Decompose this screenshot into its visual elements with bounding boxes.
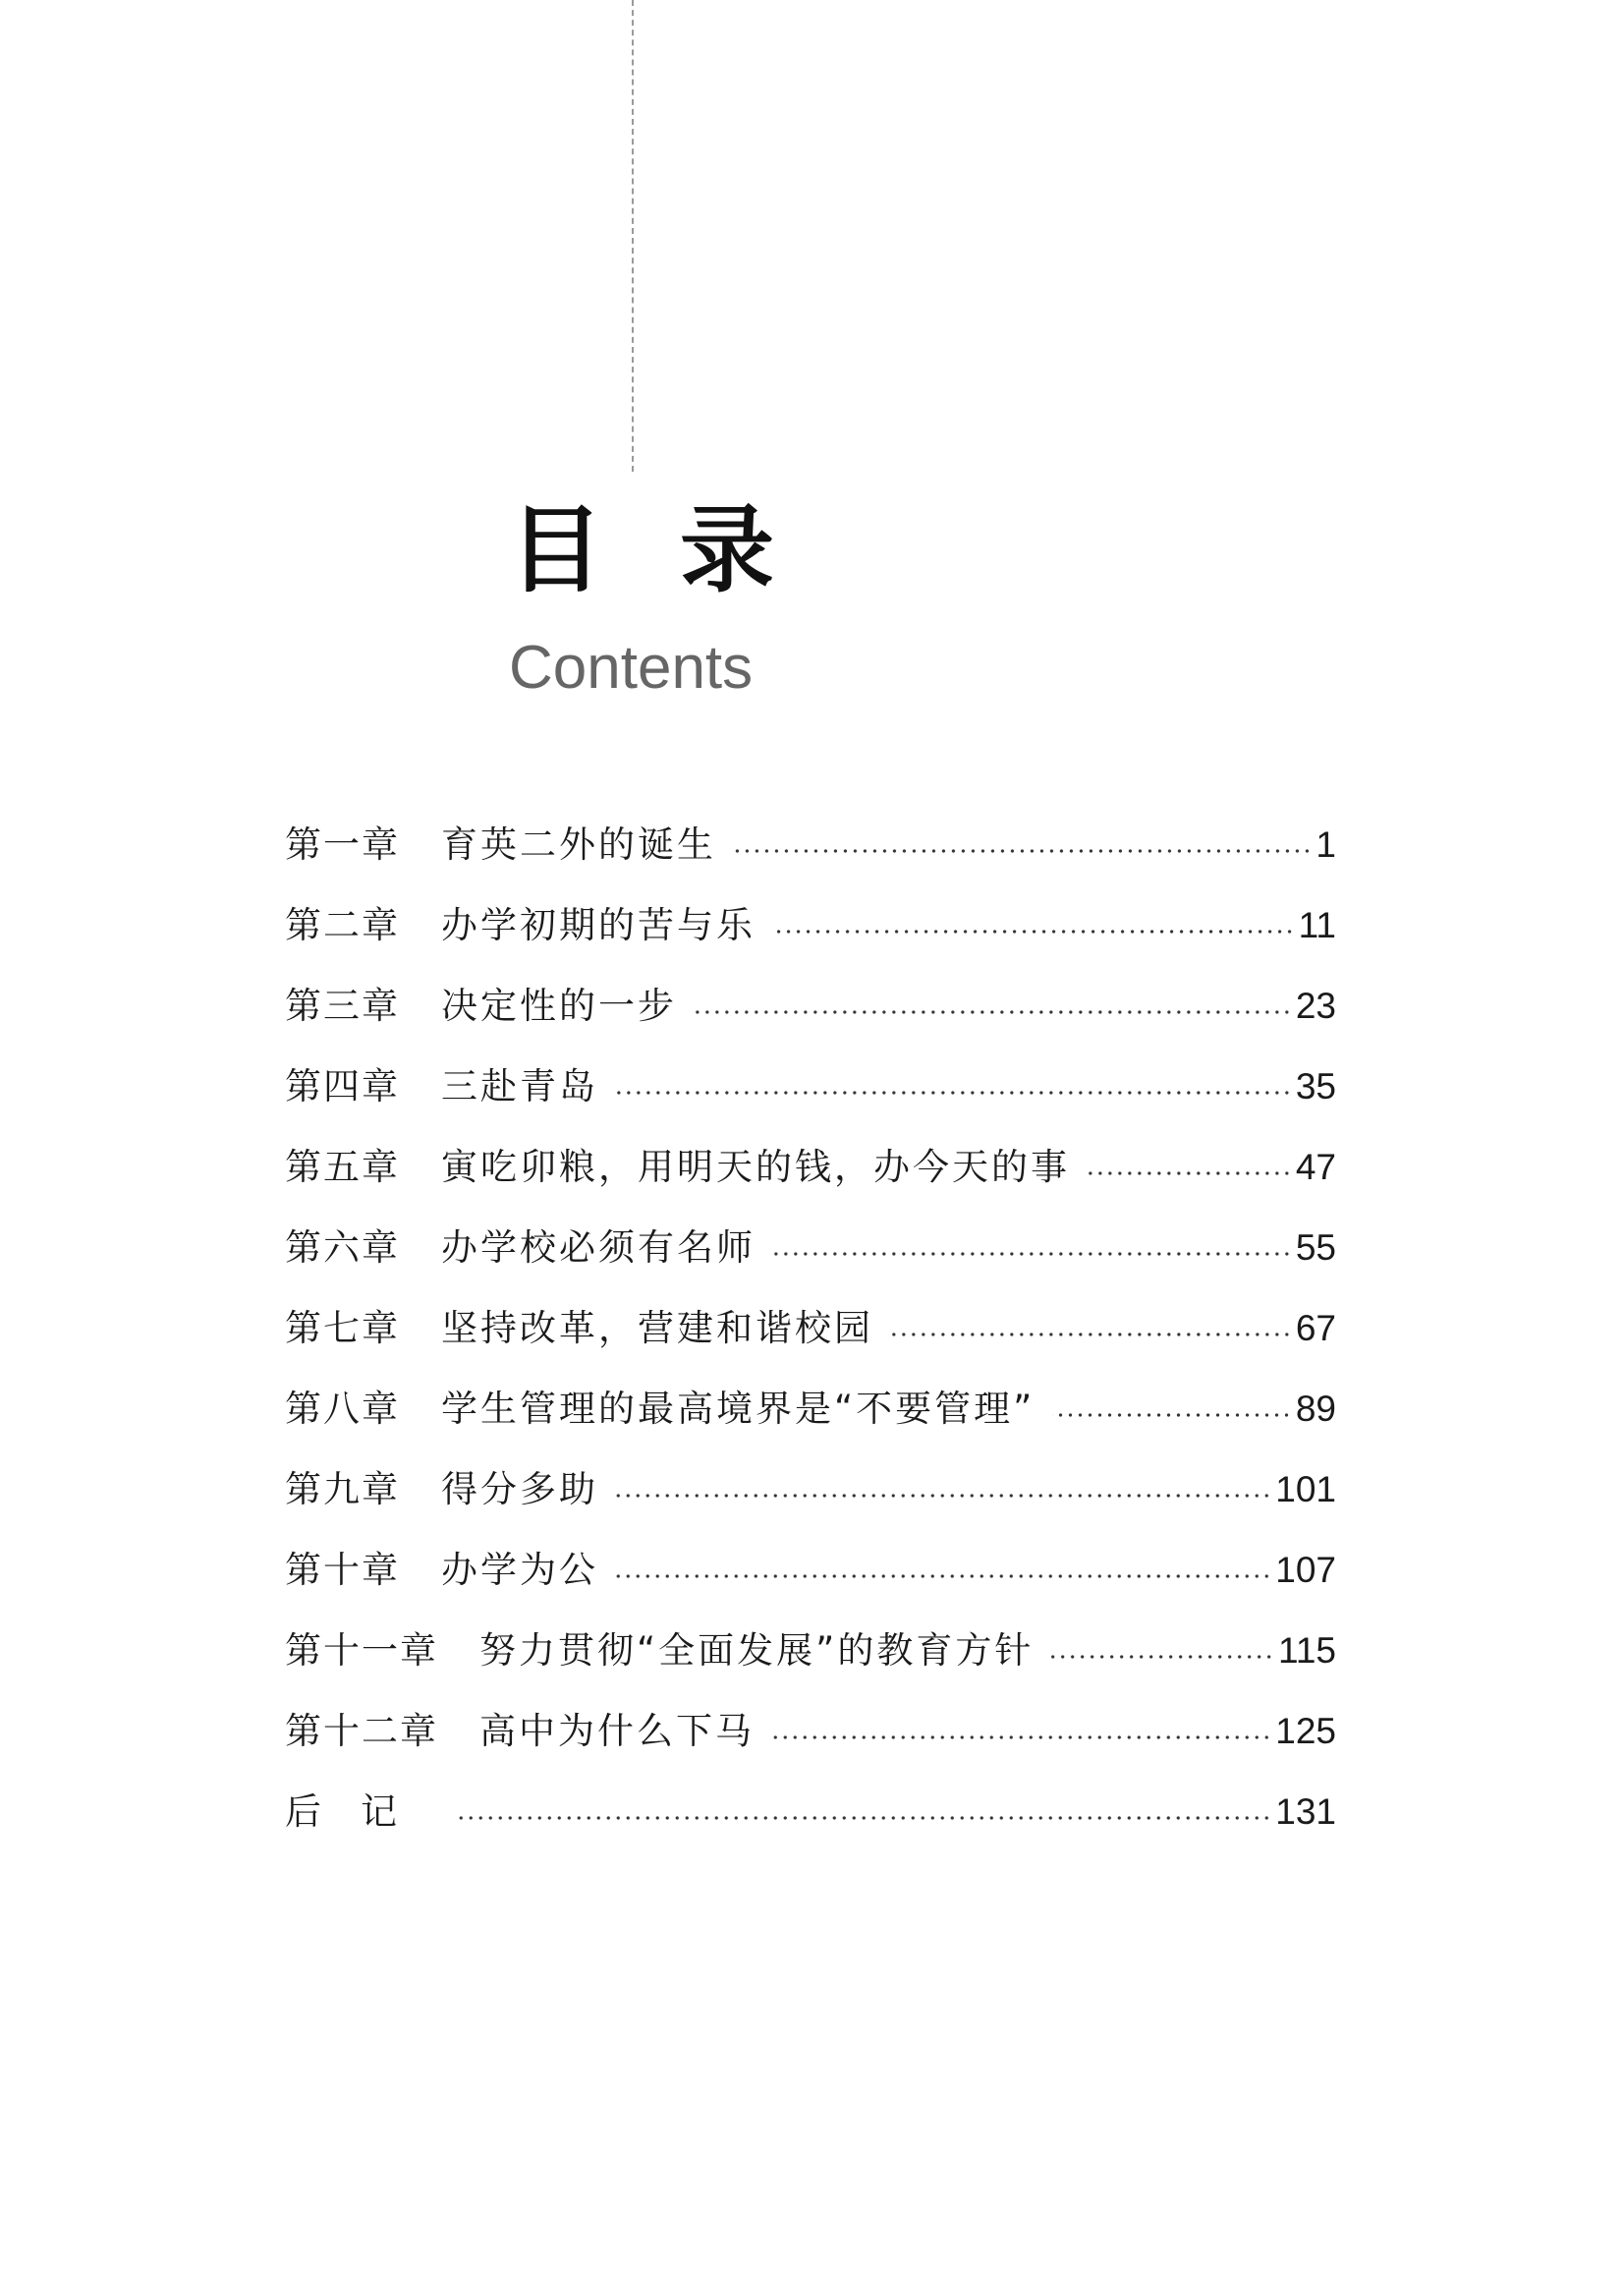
toc-page-number: 101 <box>1275 1469 1336 1509</box>
toc-chapter-title: 学生管理的最高境界是“不要管理” <box>441 1388 1036 1430</box>
toc-entry-chapter-5[interactable] <box>285 1108 1336 1189</box>
toc-chapter-title: 办学初期的苦与乐 <box>441 904 756 946</box>
toc-page-number: 47 <box>1295 1147 1336 1187</box>
toc-page-number: 107 <box>1275 1550 1336 1590</box>
vertical-dashed-divider <box>632 0 634 472</box>
toc-chapter-title: 三赴青岛 <box>441 1065 598 1107</box>
toc-dot-leader <box>773 1248 1292 1260</box>
toc-dot-leader <box>772 1731 1271 1743</box>
toc-chapter-title: 育英二外的诞生 <box>441 823 716 866</box>
toc-chapter-label: 第九章 <box>285 1468 400 1510</box>
toc-entry-chapter-12[interactable] <box>285 1673 1336 1753</box>
toc-chapter-label: 第一章 <box>285 823 400 866</box>
table-of-contents <box>285 786 1336 1834</box>
toc-page-number: 125 <box>1275 1711 1336 1751</box>
toc-chapter-label: 第二章 <box>285 904 400 946</box>
toc-dot-leader <box>773 926 1295 937</box>
toc-entry-chapter-3[interactable] <box>285 947 1336 1028</box>
toc-dot-leader <box>891 1329 1292 1340</box>
toc-dot-leader <box>734 845 1312 857</box>
page-title-english: Contents <box>509 634 754 702</box>
toc-chapter-label: 第十一章 <box>285 1629 438 1672</box>
toc-chapter-label: 第十二章 <box>285 1710 438 1752</box>
toc-dot-leader <box>1088 1167 1292 1179</box>
toc-page-number: 67 <box>1295 1308 1336 1348</box>
toc-dot-leader <box>616 1087 1292 1099</box>
toc-chapter-title: 办学校必须有名师 <box>441 1226 756 1269</box>
toc-dot-leader <box>695 1006 1292 1018</box>
toc-dot-leader <box>1051 1651 1274 1663</box>
toc-chapter-title: 努力贯彻“全面发展”的教育方针 <box>479 1629 1035 1672</box>
toc-chapter-label: 后记 <box>285 1790 436 1833</box>
toc-entry-chapter-4[interactable] <box>285 1028 1336 1108</box>
toc-chapter-title: 决定性的一步 <box>441 985 677 1027</box>
toc-entry-chapter-2[interactable] <box>285 867 1336 947</box>
toc-entry-chapter-7[interactable] <box>285 1270 1336 1350</box>
toc-chapter-label: 第十章 <box>285 1549 400 1591</box>
toc-chapter-label: 第四章 <box>285 1065 400 1107</box>
toc-page-number: 23 <box>1295 986 1336 1026</box>
toc-entry-chapter-9[interactable] <box>285 1431 1336 1511</box>
toc-page-number: 89 <box>1295 1389 1336 1429</box>
toc-chapter-label: 第三章 <box>285 985 400 1027</box>
toc-chapter-title: 坚持改革，营建和谐校园 <box>441 1307 873 1349</box>
toc-chapter-label: 第八章 <box>285 1388 400 1430</box>
toc-page-number: 35 <box>1295 1066 1336 1107</box>
toc-page-number: 131 <box>1275 1791 1336 1832</box>
toc-entry-afterword[interactable] <box>285 1753 1336 1834</box>
toc-page-number: 55 <box>1295 1227 1336 1268</box>
toc-chapter-label: 第七章 <box>285 1307 400 1349</box>
toc-chapter-title: 寅吃卯粮，用明天的钱，办今天的事 <box>441 1146 1070 1188</box>
toc-chapter-label: 第五章 <box>285 1146 400 1188</box>
toc-dot-leader <box>1052 1409 1292 1421</box>
page-title-chinese: 目录 <box>509 495 851 605</box>
toc-page-number: 11 <box>1298 905 1336 945</box>
toc-dot-leader <box>616 1490 1271 1502</box>
toc-entry-chapter-1[interactable] <box>285 786 1336 867</box>
toc-entry-chapter-8[interactable] <box>285 1350 1336 1431</box>
toc-chapter-title: 高中为什么下马 <box>479 1710 755 1752</box>
toc-page-number: 115 <box>1278 1630 1336 1671</box>
toc-dot-leader <box>616 1570 1271 1582</box>
contents-heading <box>509 495 851 703</box>
toc-entry-chapter-10[interactable] <box>285 1511 1336 1592</box>
toc-dot-leader <box>454 1812 1271 1824</box>
toc-page-number: 1 <box>1316 824 1336 865</box>
toc-chapter-title: 得分多助 <box>441 1468 598 1510</box>
toc-chapter-label: 第六章 <box>285 1226 400 1269</box>
toc-chapter-title: 办学为公 <box>441 1549 598 1591</box>
toc-entry-chapter-6[interactable] <box>285 1189 1336 1270</box>
toc-entry-chapter-11[interactable] <box>285 1592 1336 1673</box>
